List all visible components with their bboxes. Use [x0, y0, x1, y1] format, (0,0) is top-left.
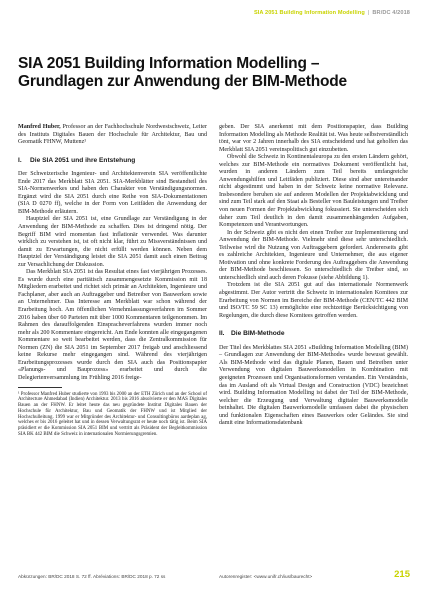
paragraph: Trotzdem ist die SIA 2051 gut auf das internationale Normenwerk abgestimmt. Der Autor vertritt die Schweiz in internationalen Komitees zur Erarbeitung von Normen im Bereiche der BIM-Methode (CEN/TC 442 BIM und ISO/TC 59 SC 13) ermöglichte eine rechtzeitige Berücksichtigung von Regelungen, die durch diese Komitees getroffen werden. [219, 282, 408, 319]
title-line-1: SIA 2051 Building Information Modelling – [18, 55, 320, 72]
author-affiliation: Professor an der Fachhochschule Nordwestschweiz, Leiter des Instituts Digitales Bauen der Hochschule für Architektur, Bau und Geomatik FHNW, Muttenz¹ [18, 124, 207, 146]
header-topic: SIA 2051 Building Information Modelling [253, 10, 365, 16]
running-header [254, 10, 410, 16]
header-separator: | [367, 10, 370, 16]
article-title [18, 55, 408, 91]
section-number: I. [18, 156, 22, 164]
section-title: Die BIM-Methode [231, 330, 285, 338]
paragraph: Das Merkblatt SIA 2051 ist das Resultat eines fast vierjährigen Prozesses. Es wurde durch eine paritätisch zusammengesetzte Kommission mit 18 Mitgliedern erarbeitet und richtet sich primär an Architekten, Ingenieure und Fachplaner, aber auch an Auftraggeber und Betreiber von Bauwerken sowie an Unternehmer. Das Interesse am Merkblatt war schon während der Erarbeitung hoch. Am öffentlichen Vernehmlassungsverfahren im Sommer 2016 haben über 60 Parteien mit über 1000 Kommentaren teilgenommen. Im Rahmen des darauffolgenden Einspracheverfahrens wurden immer noch mehr als 200 Kommentare eingereicht. Am Ende konnten alle eingegangenen Kommentare so weit bearbeitet werden, dass die Zentralkommission für Normen (ZN) die SIA 2051 im September 2017 freigab und anschliessend keine Rekurse mehr eingegangen sind. Während des vierjährigen Erarbeitungsprozesses wurde durch den SIA auch das Positionspapier «Planungs- und Bauprozess» erarbeitet und durch die Delegiertenversammlung im Frühling 2016 freige- [18, 269, 207, 381]
section-number: II. [219, 330, 225, 338]
author-name: Manfred Huber, [18, 124, 61, 130]
paragraph: Hauptziel der SIA 2051 ist, eine Grundlage zur Verständigung in der Anwendung der BIM-Methode zu schaffen. Dies ist dringend nötig. Der Begriff BIM wird momentan fast inflationär verwendet. Was darunter wirklich zu verstehen ist, ist oft nicht klar, führt zu Missverständnissen und damit zu Erwartungen, die nicht erfüllt werden können. Neben dem Hauptziel der Verständigung leistet die SIA 2051 damit auch einen Beitrag zur Versachlichung der Diskussion. [18, 216, 207, 268]
page-number: 215 [394, 569, 410, 580]
header-issue: BR/DC 4/2018 [372, 10, 410, 16]
author-info [18, 124, 207, 147]
section-heading-1 [18, 157, 207, 165]
footnote-divider [18, 387, 62, 388]
paragraph: Der Titel des Merkblattes SIA 2051 «Building Information Modelling (BIM) – Grundlagen zur Anwendung der BIM-Methode» wurde bewusst gewählt. Als BIM-Methode wird das digitale Planen, Bauen und Betreiben unter Verwendung von digitalen Bauwerksmodellen in Kombination mit geeigneten Prozessen und Organisationsformen verstanden. Ein Verständnis, das im Ausland oft als Virtual Design and Construction (VDC) bezeichnet wird. Building Information Modelling ist dabei der Teil der BIM-Methode, welcher die Erzeugung und Verwaltung digitaler Bauwerksmodelle beinhaltet. Die digitalen Bauwerksmodelle umfassen dabei die physischen und funktionalen Eigenschaften eines Bauwerkes oder Geländes. Sie sind damit eine Informationsdatenbank [219, 344, 408, 427]
footer-author-register: Autorenregister: <www.unifr.ch/ius/baurecht> [219, 574, 313, 579]
section-title: Die SIA 2051 und ihre Entstehung [30, 156, 136, 164]
section-heading-2 [219, 330, 408, 338]
footnote: ¹ Professor Manfred Huber studierte von 1993 bis 2000 an der ETH Zürich und an der School of Architecture Ahmedabad (Indien) Architektur. 2013 bis 2016 absolvierte er den MAS Digitales Bauen an der FHNW. Er leitet heute das neu gegründete Institut Digitales Bauen der Hochschule für Architektur, Bau und Geomatik der FHNW und ist Mitglied der Hochschulleitung. 1999 war er Mitgründer des Architektur- und Consultingbüros aardeplan ag, welches er bis 2016 geleitet hat und in dessen Verwaltungsrat er heute noch tätig ist. Beim SIA präsidiert er die Kommission SIA 2051 BIM und vertritt als Präsident der Begleitkommission SIA BK 442 BIM die Schweiz in internationalen Normierungsgremien. [18, 391, 207, 437]
footer-abbreviations: Abkürzungen: BR/DC 2018 S. 72 ff. Abréviations: BR/DC 2018 p. 72 ss [18, 574, 166, 579]
paragraph: geben. Der SIA anerkennt mit dem Positionspapier, dass Building Information Modelling als Methode Realität ist. Was heute selbstverständlich tönt, war vor 2 Jahren innerhalb des SIA entscheidend und hat geholfen das Merkblatt SIA 2051 vereinspolitisch gut einzubetten. [219, 124, 408, 153]
paragraph: Obwohl die Schweiz in Kontinentaleuropa zu den ersten Ländern gehört, welches zur BIM-Methode ein normatives Dokument veröffentlicht hat, wurden in anderen Ländern zum Teil bereits umfangreiche Anwendungshilfen und Leitfäden publiziert. Diese sind aber untereinander nicht abgestimmt und haben in der Schweiz keine normative Relevanz. Insbesondere beruhen sie auf anderen Modellen der Projektabwicklung und sind zum Teil stark auf den Staat als Besteller von Bauleistungen und Treiber von neuen Formen der Projektabwicklung fokussiert. Sie unterscheiden sich daher zum Teil deutlich in den damit zusammenhängenden Aufgaben, Kompetenzen und Verantwortungen. [219, 154, 408, 229]
paragraph: Der Schweizerische Ingenieur- und Architektenverein SIA veröffentlichte Ende 2017 das Merkblatt SIA 2051. SIA-Merkblätter sind Bestandteil des SIA-Normenwerkes und haben den Charakter von Verständigungsnormen. Ergänzt wird die SIA 2051 durch eine Reihe von SIA-Dokumentationen (SIA D 0270 ff), welche in der Form von Leitfäden die Anwendung der BIM-Methode erläutern. [18, 171, 207, 215]
right-column [219, 124, 408, 428]
title-line-2: Grundlagen zur Anwendung der BIM-Methode [18, 73, 347, 90]
left-column [18, 124, 207, 438]
paragraph: In der Schweiz gibt es nicht den einen Treiber zur Implementierung und Anwendung der BIM-Methode. Vielmehr sind diese sehr unterschiedlich. Teilweise wird die Nutzung von Auftraggebern gefordert. Andererseits gibt es zahlreiche Architekten, Ingenieure und Unternehmer, die aus eigener Motivation und ohne konkrete Forderung des Auftraggebers die Anwendung der BIM-Methode beschliessen. So unterschiedlich die Treiber sind, so unterschiedlich sind auch deren Fokusse (siehe Abbildung 1). [219, 229, 408, 281]
